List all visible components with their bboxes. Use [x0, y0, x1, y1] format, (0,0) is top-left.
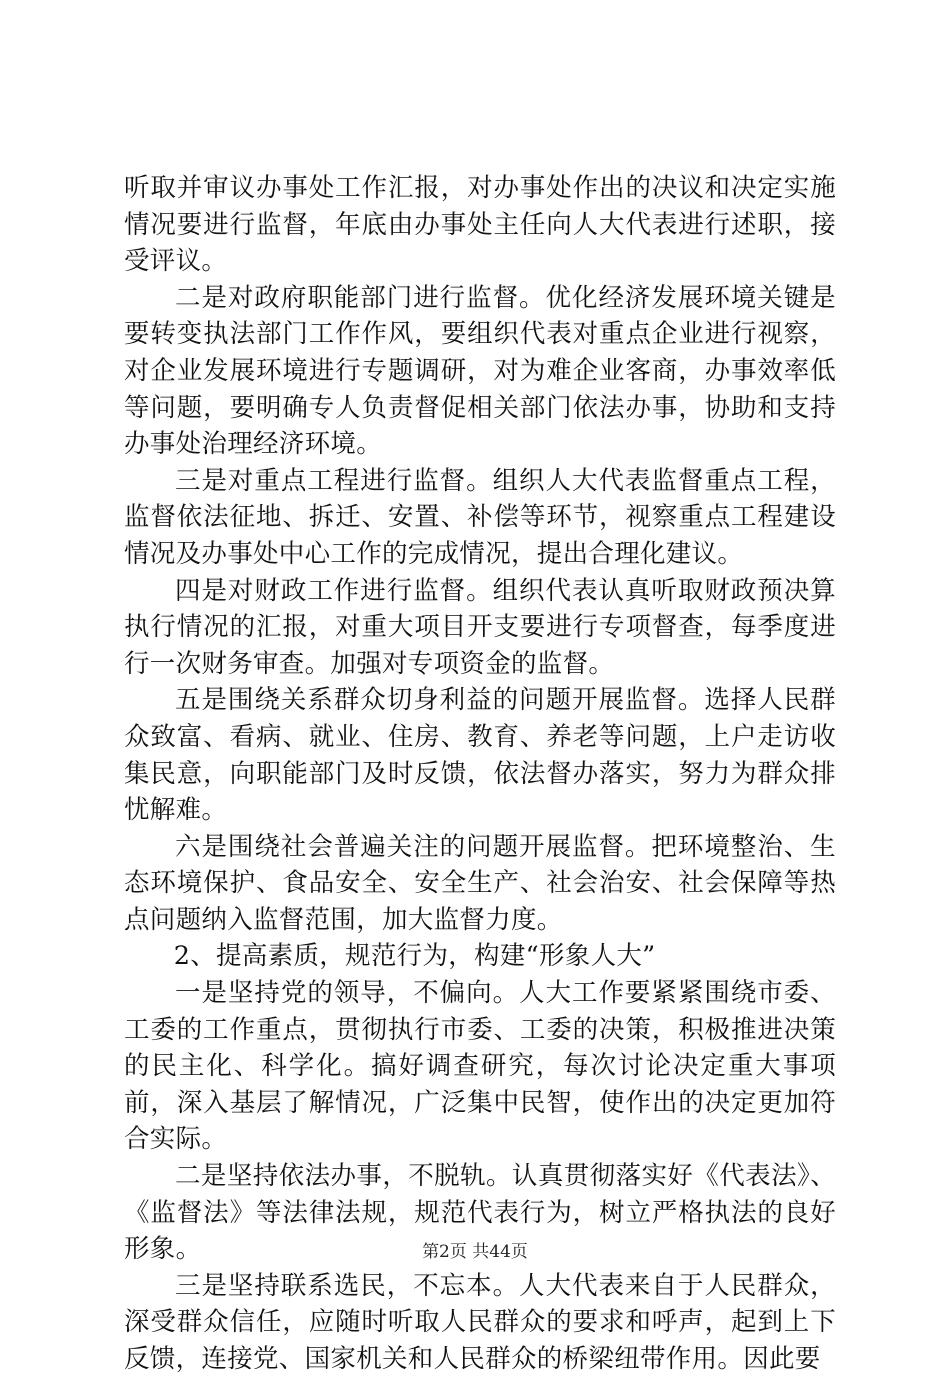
paragraph-public-interest: 五是围绕关系群众切身利益的问题开展监督。选择人民群众致富、看病、就业、住房、教育、养老等问题，上户走访收集民意，向职能部门及时反馈，依法督办落实，努力为群众排忧解难。 — [124, 685, 836, 826]
paragraph-key-projects: 三是对重点工程进行监督。组织人大代表监督重点工程，监督依法征地、拆迁、安置、补偿等环节，视察重点工程建设情况及办事处中心工作的完成情况，提出合理化建议。 — [124, 465, 836, 569]
paragraph-continuation: 听取并审议办事处工作汇报，对办事处作出的决议和决定实施情况要进行监督，年底由办事处主任向人大代表进行述职，接受评议。 — [124, 173, 836, 277]
paragraph-social-concerns: 六是围绕社会普遍关注的问题开展监督。把环境整治、生态环境保护、食品安全、安全生产、社会治安、社会保障等热点问题纳入监督范围，加大监督力度。 — [124, 831, 836, 935]
document-body — [124, 170, 836, 1378]
section-heading: 2、提高素质，规范行为，构建“形象人大” — [173, 941, 656, 972]
paragraph-finance: 四是对财政工作进行监督。组织代表认真听取财政预决算执行情况的汇报，对重大项目开支要进行专项督查，每季度进行一次财务审查。加强对专项资金的监督。 — [124, 575, 836, 679]
paragraph-government-departments: 二是对政府职能部门进行监督。优化经济发展环境关键是要转变执法部门工作作风，要组织代表对重点企业进行视察，对企业发展环境进行专题调研，对为难企业客商，办事效率低等问题，要明确专人负责督促相关部门依法办事，协助和支持办事处治理经济环境。 — [124, 282, 836, 460]
paragraph-rule-of-law: 二是坚持依法办事，不脱轨。认真贯彻落实好《代表法》、《监督法》等法律法规，规范代表行为，树立严格执法的良好形象。 — [124, 1161, 836, 1265]
page-number-footer: 第2页 共44页 — [422, 1242, 528, 1262]
paragraph-party-leadership: 一是坚持党的领导，不偏向。人大工作要紧紧围绕市委、工委的工作重点，贯彻执行市委、工委的决策，积极推进决策的民主化、科学化。搞好调查研究，每次讨论决定重大事项前，深入基层了解情况，广泛集中民智，使作出的决定更加符合实际。 — [124, 978, 836, 1155]
paragraph-contact-voters: 三是坚持联系选民，不忘本。人大代表来自于人民群众，深受群众信任，应随时听取人民群众的要求和呼声，起到上下反馈，连接党、国家机关和人民群众的桥梁纽带作用。因此要 — [124, 1270, 836, 1374]
